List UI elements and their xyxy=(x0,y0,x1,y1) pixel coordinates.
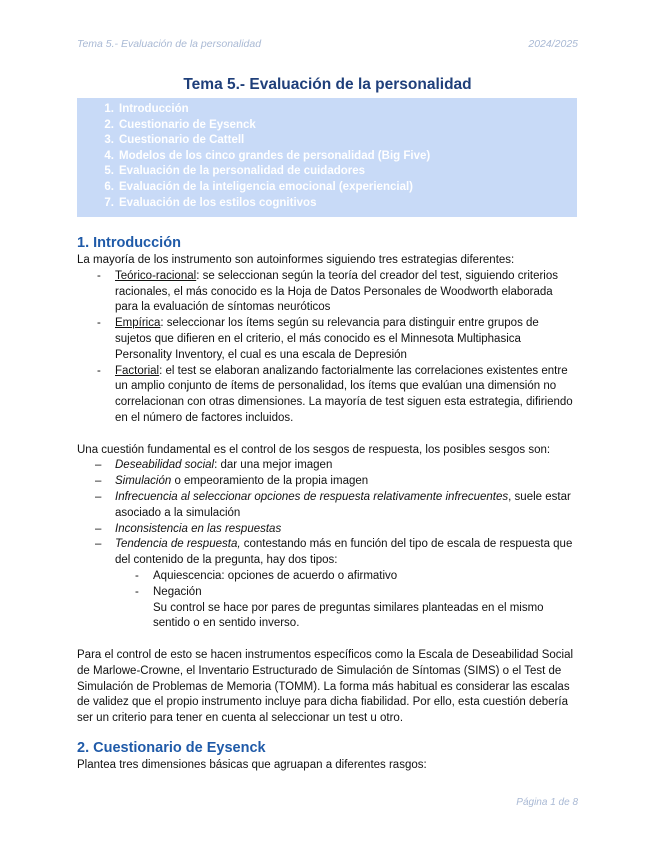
table-of-contents xyxy=(77,98,577,217)
item-text: Negación xyxy=(153,585,202,598)
header-right: 2024/2025 xyxy=(528,38,578,50)
strategies-list xyxy=(77,269,577,427)
term-label: Infrecuencia al seleccionar opciones de respuesta relativamente infrecuentes xyxy=(115,490,509,503)
term-label: Simulación xyxy=(115,475,172,488)
toc-item[interactable] xyxy=(77,133,577,149)
page-number: Página 1 de 8 xyxy=(516,797,578,808)
toc-number: 7. xyxy=(104,196,114,209)
toc-number: 6. xyxy=(104,180,114,193)
toc-number: 1. xyxy=(104,103,114,115)
term-label: Empírica xyxy=(115,317,161,330)
item-text: contestando más en función del tipo de escala de respuesta que del contenido de la pregunta, hay dos tipos: xyxy=(115,538,573,567)
list-item xyxy=(115,585,577,632)
header-left: Tema 5.- Evaluación de la personalidad xyxy=(77,38,262,50)
list-item xyxy=(77,364,577,427)
term-label: Tendencia de respuesta, xyxy=(115,538,241,551)
toc-label: Introducción xyxy=(119,103,189,115)
toc-label: Evaluación de los estilos cognitivos xyxy=(119,196,317,209)
toc-number: 5. xyxy=(104,165,114,178)
item-text: Aquiescencia: opciones de acuerdo o afirmativo xyxy=(153,569,398,582)
list-item xyxy=(77,490,577,522)
toc-label: Cuestionario de Eysenck xyxy=(119,118,256,131)
item-text: : dar una mejor imagen xyxy=(214,459,333,472)
section-heading-eysenck: 2. Cuestionario de Eysenck xyxy=(77,739,266,756)
toc-item[interactable] xyxy=(77,180,577,196)
item-text: : seleccionar los ítems según su relevancia para distinguir entre grupos de sujetos que difieren en el criterio, el más conocido es el Minnesota Multiphasica Personality Inventory, el cual es una escala de Depresión xyxy=(115,317,539,361)
list-item xyxy=(115,569,577,585)
closing-paragraph: Para el control de esto se hacen instrumentos específicos como la Escala de Deseabilidad Social de Marlowe-Crowne, el Inventario Estructurado de Simulación de Síntomas (SIMS) o el Test de Simulación de Problemas de Memoria (TOMM). La forma más habitual es considerar las escalas de validez que el propio instrumento incluye para dicha fiabilidad. Por ello, esta cuestión debería ser un criterio para tener en cuenta al seleccionar un test u otro. xyxy=(77,648,574,725)
list-item xyxy=(77,522,577,538)
list-item xyxy=(77,474,577,490)
toc-item[interactable] xyxy=(77,118,577,134)
page-header xyxy=(77,38,578,50)
term-label: Factorial xyxy=(115,364,160,377)
item-text: : se seleccionan según la teoría del creador del test, siguiendo criterios racionales, el más conocido es la Hoja de Datos Personales de Woodworth elaborada para la evaluación de síntomas neuróticos xyxy=(115,269,559,314)
item-text: , suele estar asociado a la simulación xyxy=(115,490,571,519)
term-label: Deseabilidad social xyxy=(115,459,215,472)
term-label: Inconsistencia en las respuestas xyxy=(115,522,282,535)
item-text: : el test se elaboran analizando factorialmente las correlaciones existentes entre un amplio conjunto de ítems de personalidad, los ítems que evalúan una dimensión no correlacionan con otras dimensiones. La mayoría de test siguen esta estrategia, difiriendo en el número de factores incluidos. xyxy=(115,364,573,424)
toc-item[interactable] xyxy=(77,149,577,165)
toc-label: Cuestionario de Cattell xyxy=(119,134,245,147)
list-item xyxy=(77,316,577,363)
biases-list xyxy=(77,458,577,632)
toc-number: 4. xyxy=(104,149,114,162)
main-content xyxy=(77,234,577,774)
list-item xyxy=(77,458,577,474)
toc-item[interactable] xyxy=(77,102,577,118)
item-note: Su control se hace por pares de preguntas similares planteadas en el mismo sentido o en sentido inverso. xyxy=(153,601,544,630)
toc-number: 3. xyxy=(104,134,114,147)
toc-item[interactable] xyxy=(77,164,577,180)
document-title: Tema 5.- Evaluación de la personalidad xyxy=(183,76,472,93)
item-text: o empeoramiento de la propia imagen xyxy=(171,475,369,488)
section-heading-introduccion: 1. Introducción xyxy=(77,235,181,251)
toc-label: Modelos de los cinco grandes de personalidad (Big Five) xyxy=(119,149,431,162)
list-item xyxy=(77,537,577,632)
toc-item[interactable] xyxy=(77,196,577,212)
toc-number: 2. xyxy=(104,118,114,131)
toc-label: Evaluación de la inteligencia emocional (experiencial) xyxy=(119,180,413,193)
section-intro: Plantea tres dimensiones básicas que agruapan a diferentes rasgos: xyxy=(77,758,427,771)
response-types-list xyxy=(115,569,577,632)
biases-intro: Una cuestión fundamental es el control de los sesgos de respuesta, los posibles sesgos son: xyxy=(77,443,551,456)
section-intro: La mayoría de los instrumento son autoinformes siguiendo tres estrategias diferentes: xyxy=(77,254,515,266)
list-item xyxy=(77,269,577,316)
toc-label: Evaluación de la personalidad de cuidadores xyxy=(119,165,366,178)
term-label: Teórico-racional xyxy=(115,269,197,282)
